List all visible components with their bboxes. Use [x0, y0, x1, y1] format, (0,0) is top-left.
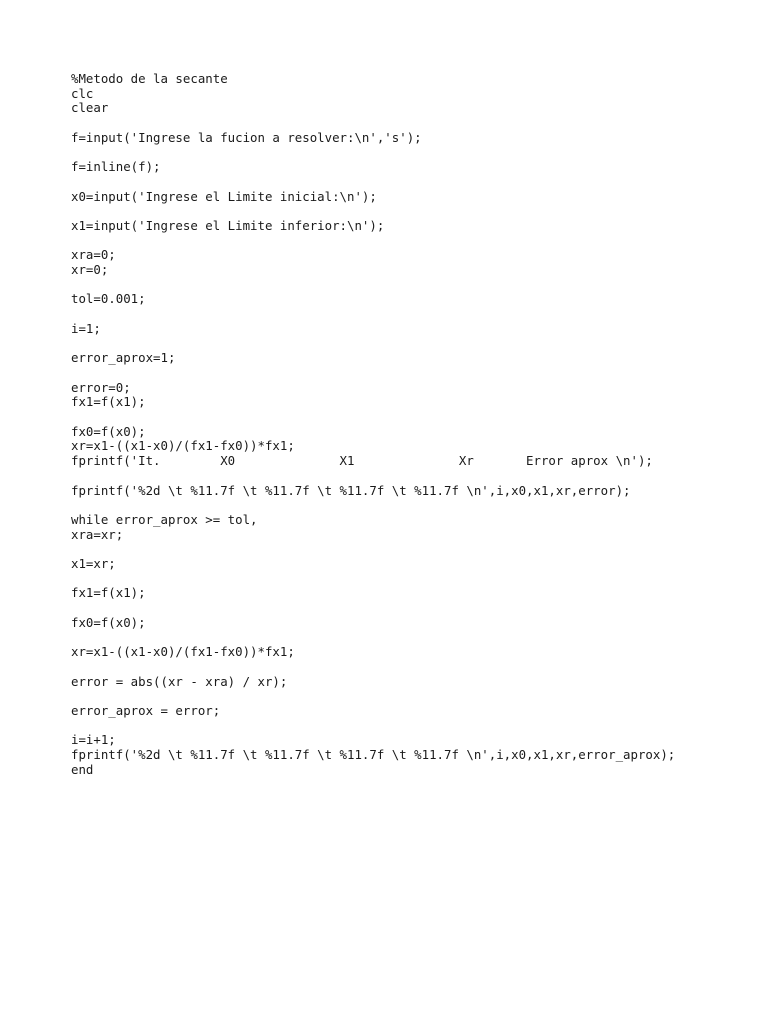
blank-line: [71, 204, 675, 219]
code-listing: [71, 72, 675, 777]
blank-line: [71, 542, 675, 557]
code-line: i=1;: [71, 320, 101, 336]
code-line: tol=0.001;: [71, 291, 146, 307]
blank-line: [71, 116, 675, 131]
blank-line: [71, 410, 675, 425]
code-line: xr=x1-((x1-x0)/(fx1-fx0))*fx1;: [71, 644, 295, 660]
code-line: fx0=f(x0);: [71, 423, 146, 439]
code-line: xra=xr;: [71, 526, 124, 542]
blank-line: [71, 660, 675, 675]
blank-line: [71, 719, 675, 734]
code-line: clear: [71, 100, 109, 116]
blank-line: [71, 307, 675, 322]
blank-line: [71, 146, 675, 161]
blank-line: [71, 366, 675, 381]
code-line: %Metodo de la secante: [71, 71, 228, 86]
blank-line: [71, 234, 675, 249]
blank-line: [71, 601, 675, 616]
code-line: end: [71, 761, 94, 777]
code-line: fprintf('%2d \t %11.7f \t %11.7f \t %11.7f \t %11.7f \n',i,x0,x1,xr,error_aprox);: [71, 747, 676, 763]
code-line: i=i+1;: [71, 732, 116, 748]
code-line: xra=0;: [71, 247, 116, 263]
blank-line: [71, 337, 675, 352]
code-line: clc: [71, 85, 94, 101]
code-line: error=0;: [71, 379, 131, 395]
code-line: while error_aprox >= tol,: [71, 511, 258, 527]
blank-line: [71, 278, 675, 293]
code-line: fprintf('It. X0 X1 Xr Error aprox \n');: [71, 453, 653, 469]
blank-line: [71, 498, 675, 513]
code-line: fx1=f(x1);: [71, 585, 146, 601]
blank-line: [71, 630, 675, 645]
code-line: xr=x1-((x1-x0)/(fx1-fx0))*fx1;: [71, 438, 295, 454]
code-line: f=input('Ingrese la fucion a resolver:\n','s');: [71, 129, 422, 145]
code-line: fx1=f(x1);: [71, 394, 146, 410]
blank-line: [71, 689, 675, 704]
code-line: fprintf('%2d \t %11.7f \t %11.7f \t %11.7f \t %11.7f \n',i,x0,x1,xr,error);: [71, 482, 631, 498]
code-line: xr=0;: [71, 262, 109, 278]
code-line: error_aprox=1;: [71, 350, 176, 366]
code-line: error_aprox = error;: [71, 702, 221, 718]
code-line: fx0=f(x0);: [71, 614, 146, 630]
code-line: x1=xr;: [71, 556, 116, 571]
code-line: f=inline(f);: [71, 159, 161, 175]
blank-line: [71, 175, 675, 190]
blank-line: [71, 572, 675, 587]
code-line: x0=input('Ingrese el Limite inicial:\n');: [71, 188, 377, 204]
code-line: error = abs((xr - xra) / xr);: [71, 673, 288, 689]
blank-line: [71, 469, 675, 484]
code-line: x1=input('Ingrese el Limite inferior:\n');: [71, 217, 385, 233]
